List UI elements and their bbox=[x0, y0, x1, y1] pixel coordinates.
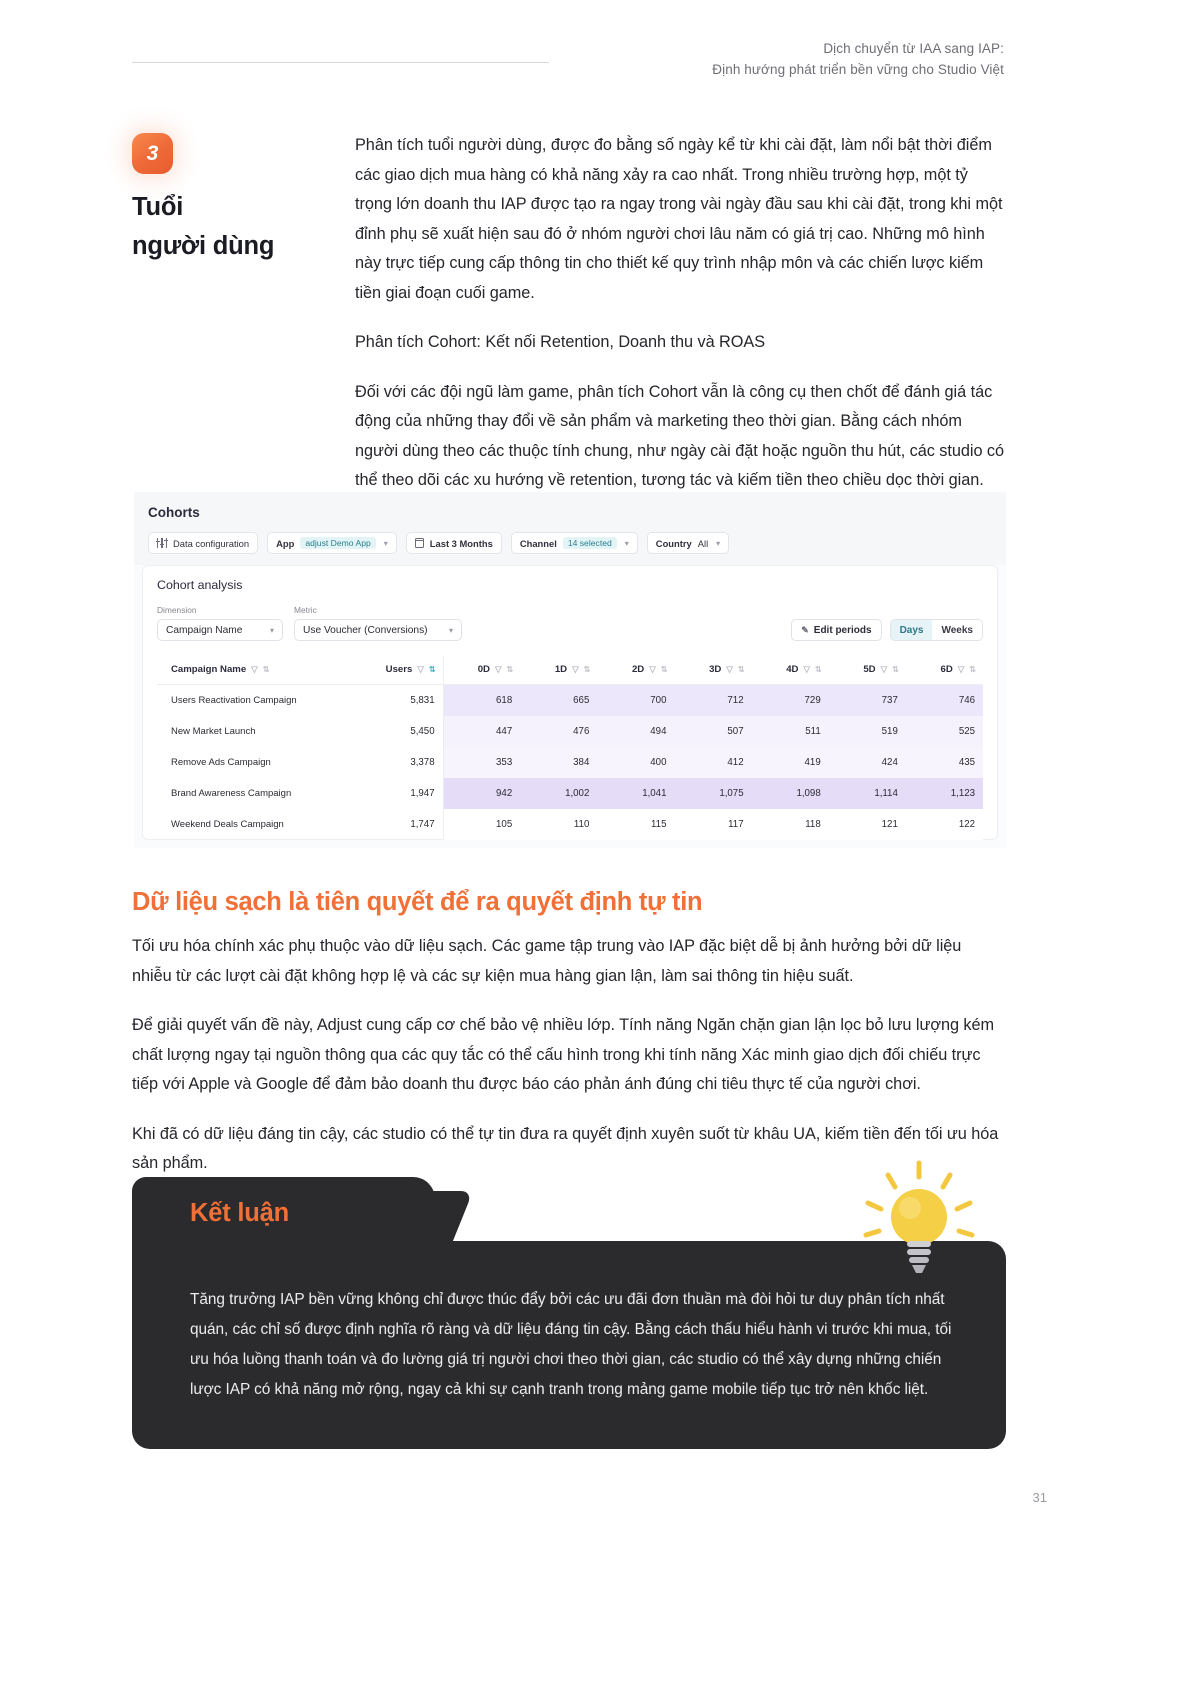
section-number: 3 bbox=[146, 141, 159, 165]
cell-day-2: 700 bbox=[597, 685, 674, 717]
column-header-6d[interactable] bbox=[906, 656, 983, 685]
sort-icon[interactable]: ⇅ bbox=[969, 665, 975, 674]
column-header-3d[interactable] bbox=[674, 656, 751, 685]
cell-day-3: 412 bbox=[674, 747, 751, 778]
cell-day-6: 746 bbox=[906, 685, 983, 717]
intro-copy bbox=[355, 131, 1006, 496]
header-rule bbox=[132, 62, 549, 63]
metric-label: Metric bbox=[294, 605, 317, 615]
column-header-label: Users bbox=[385, 664, 413, 675]
cell-day-2: 1,041 bbox=[597, 778, 674, 809]
cell-campaign-name: New Market Launch bbox=[171, 726, 256, 737]
running-header bbox=[584, 38, 1004, 80]
cohort-analysis-controls bbox=[157, 605, 983, 641]
channel-filter-label: Channel bbox=[519, 537, 557, 549]
cell-day-1: 1,002 bbox=[520, 778, 597, 809]
page-number: 31 bbox=[1032, 1490, 1047, 1505]
sliders-icon bbox=[157, 538, 167, 548]
clean-data-paragraph-3: Khi đã có dữ liệu đáng tin cậy, các studio có thể tự tin đưa ra quyết định xuyên suốt từ khâu UA, kiếm tiền đến tối ưu hóa sản phẩm. bbox=[132, 1124, 999, 1172]
column-header-label: 1D bbox=[554, 664, 568, 675]
cell-campaign-name: Weekend Deals Campaign bbox=[171, 819, 284, 830]
cell-day-0: 105 bbox=[443, 809, 520, 840]
cell-day-4: 1,098 bbox=[752, 778, 829, 809]
calendar-icon bbox=[415, 538, 424, 548]
country-filter[interactable] bbox=[647, 532, 729, 554]
column-header-label: Campaign Name bbox=[171, 664, 247, 675]
cell-campaign-name: Users Reactivation Campaign bbox=[171, 695, 297, 706]
sort-icon[interactable]: ⇅ bbox=[815, 665, 821, 674]
column-header-users[interactable] bbox=[348, 656, 443, 685]
data-configuration-button[interactable] bbox=[148, 532, 258, 554]
period-controls bbox=[791, 619, 983, 641]
cohorts-dashboard bbox=[134, 492, 1006, 848]
dashboard-toolbar bbox=[148, 532, 992, 554]
table-row[interactable] bbox=[157, 747, 983, 778]
header-line-1: Dịch chuyển từ IAA sang IAP: bbox=[823, 41, 1004, 56]
sort-icon[interactable]: ⇅ bbox=[506, 665, 513, 674]
section-title bbox=[132, 188, 347, 266]
cell-day-2: 400 bbox=[597, 747, 674, 778]
clean-data-paragraph-2: Để giải quyết vấn đề này, Adjust cung cấp cơ chế bảo vệ nhiều lớp. Tính năng Ngăn chặn gian lận lọc bỏ lưu lượng kém chất lượng ngay tại nguồn thông qua các quy tắc có thể cấu hình trong khi tính năng Xác minh giao dịch đối chiếu trực tiếp với Apple và Google để đảm bảo doanh thu được báo cáo phản ánh đúng chi tiêu thực tế của người chơi. bbox=[132, 1016, 995, 1093]
column-header-label: 2D bbox=[631, 664, 645, 675]
column-header-label: 4D bbox=[786, 664, 799, 675]
column-header-2d[interactable] bbox=[597, 656, 674, 685]
cell-users: 5,450 bbox=[348, 716, 443, 747]
dashboard-title: Cohorts bbox=[148, 505, 200, 520]
section-number-badge bbox=[132, 133, 173, 174]
column-header-1d[interactable] bbox=[520, 656, 597, 685]
selector-group bbox=[157, 605, 462, 641]
conclusion-text: Tăng trưởng IAP bền vững không chỉ được thúc đẩy bởi các ưu đãi đơn thuần mà đòi hỏi tư duy phân tích nhất quán, các chỉ số được định nghĩa rõ ràng và dữ liệu đáng tin cậy. Bằng cách thấu hiểu hành vi trước khi mua, tối ưu hóa luồng thanh toán và đo lường giá trị người chơi theo thời gian, các studio có thể xây dựng những chiến lược IAP có khả năng mở rộng, ngay cả khi sự cạnh tranh trong mảng game mobile tiếp tục trở nên khốc liệt. bbox=[190, 1291, 952, 1398]
sort-icon[interactable]: ⇅ bbox=[660, 665, 667, 674]
edit-periods-button[interactable] bbox=[791, 619, 881, 641]
table-row[interactable] bbox=[157, 685, 983, 717]
table-header-row bbox=[157, 656, 983, 685]
dimension-label: Dimension bbox=[157, 605, 197, 615]
cell-day-4: 118 bbox=[752, 809, 829, 840]
clean-data-heading: Dữ liệu sạch là tiên quyết để ra quyết định tự tin bbox=[132, 888, 703, 916]
cell-day-6: 435 bbox=[906, 747, 983, 778]
toggle-days[interactable]: Days bbox=[891, 620, 933, 640]
cohort-table bbox=[157, 656, 983, 840]
cell-day-5: 424 bbox=[829, 747, 906, 778]
cell-day-5: 737 bbox=[829, 685, 906, 717]
period-unit-toggle[interactable] bbox=[890, 619, 983, 641]
filter-icon[interactable]: ▽ bbox=[803, 664, 811, 674]
filter-icon[interactable]: ▽ bbox=[494, 664, 502, 674]
cell-day-4: 419 bbox=[752, 747, 829, 778]
header-line-2: Định hướng phát triển bền vững cho Studio Việt bbox=[712, 62, 1004, 77]
table-row[interactable] bbox=[157, 716, 983, 747]
data-configuration-label: Data configuration bbox=[173, 537, 250, 549]
cell-day-0: 353 bbox=[443, 747, 520, 778]
sort-icon[interactable]: ⇅ bbox=[737, 665, 744, 674]
cell-day-3: 712 bbox=[674, 685, 751, 717]
cohort-analysis-title: Cohort analysis bbox=[157, 578, 243, 592]
paragraph-cohort-lead: Phân tích Cohort: Kết nối Retention, Doanh thu và ROAS bbox=[355, 333, 766, 351]
lightbulb-icon bbox=[854, 1159, 984, 1289]
cell-users: 1,747 bbox=[348, 809, 443, 840]
cell-day-6: 525 bbox=[906, 716, 983, 747]
cell-day-5: 519 bbox=[829, 716, 906, 747]
column-header-4d[interactable] bbox=[752, 656, 829, 685]
cohort-table-head bbox=[157, 656, 983, 685]
cell-day-4: 729 bbox=[752, 685, 829, 717]
metric-value: Use Voucher (Conversions) bbox=[303, 624, 428, 636]
metric-selector-wrap bbox=[294, 605, 462, 641]
country-filter-value: All bbox=[697, 537, 709, 549]
column-header-label: 0D bbox=[477, 664, 490, 675]
cell-day-2: 494 bbox=[597, 716, 674, 747]
cell-campaign-name: Brand Awareness Campaign bbox=[171, 788, 292, 799]
cell-day-5: 1,114 bbox=[829, 778, 906, 809]
date-range-filter[interactable] bbox=[406, 532, 502, 554]
cell-users: 1,947 bbox=[348, 778, 443, 809]
conclusion-callout bbox=[132, 1177, 1006, 1449]
column-header-label: 6D bbox=[940, 664, 953, 675]
clean-data-paragraph-1: Tối ưu hóa chính xác phụ thuộc vào dữ liệu sạch. Các game tập trung vào IAP đặc biệt dễ bị ảnh hưởng bởi dữ liệu nhiễu từ các lượt cài đặt không hợp lệ và các sự kiện mua hàng gian lận, làm sai thông tin hiệu suất. bbox=[132, 937, 962, 985]
chevron-down-icon: ▾ bbox=[624, 538, 629, 548]
cell-day-0: 618 bbox=[443, 685, 520, 717]
column-header-0d[interactable] bbox=[443, 656, 520, 685]
filter-icon[interactable]: ▽ bbox=[251, 664, 258, 674]
paragraph-3: Đối với các đội ngũ làm game, phân tích Cohort vẫn là công cụ then chốt để đánh giá tác động của những thay đổi về sản phẩm và marketing theo thời gian. Bằng cách nhóm người dùng theo các thuộc tính chung, như ngày cài đặt hoặc nguồn thu hút, các studio có thể theo dõi các xu hướng về retention, tương tác và kiếm tiền theo chiều dọc thời gian. bbox=[355, 382, 1005, 489]
sort-icon[interactable]: ⇅ bbox=[892, 665, 898, 674]
edit-periods-label: Edit periods bbox=[813, 624, 872, 636]
column-header-campaign-name[interactable] bbox=[157, 656, 348, 685]
cell-users: 3,378 bbox=[348, 747, 443, 778]
column-header-5d[interactable] bbox=[829, 656, 906, 685]
cohort-table-body bbox=[157, 685, 983, 841]
country-filter-label: Country bbox=[655, 537, 692, 549]
cell-users: 5,831 bbox=[348, 685, 443, 717]
cell-day-1: 476 bbox=[520, 716, 597, 747]
filter-icon[interactable]: ▽ bbox=[880, 664, 888, 674]
sort-icon[interactable]: ⇅ bbox=[583, 665, 590, 674]
conclusion-title: Kết luận bbox=[190, 1199, 289, 1227]
cell-day-3: 507 bbox=[674, 716, 751, 747]
cell-day-0: 447 bbox=[443, 716, 520, 747]
cell-day-6: 1,123 bbox=[906, 778, 983, 809]
channel-filter-value: 14 selected bbox=[563, 537, 617, 549]
filter-icon[interactable]: ▽ bbox=[417, 664, 424, 674]
chevron-down-icon: ▾ bbox=[383, 538, 388, 548]
date-range-value: Last 3 Months bbox=[429, 537, 493, 549]
chevron-down-icon: ▾ bbox=[448, 625, 453, 635]
cell-day-4: 511 bbox=[752, 716, 829, 747]
toggle-weeks[interactable]: Weeks bbox=[932, 620, 982, 640]
sort-icon[interactable]: ⇅ bbox=[428, 665, 435, 674]
cell-day-0: 942 bbox=[443, 778, 520, 809]
column-header-label: 5D bbox=[863, 664, 876, 675]
cell-day-3: 117 bbox=[674, 809, 751, 840]
app-filter[interactable] bbox=[267, 532, 397, 554]
dashboard-topbar bbox=[134, 492, 1006, 565]
cell-day-3: 1,075 bbox=[674, 778, 751, 809]
column-header-label: 3D bbox=[709, 664, 722, 675]
dimension-selector-wrap bbox=[157, 605, 283, 641]
table-row[interactable] bbox=[157, 809, 983, 840]
chevron-down-icon: ▾ bbox=[716, 538, 721, 548]
cell-day-6: 122 bbox=[906, 809, 983, 840]
cell-day-1: 384 bbox=[520, 747, 597, 778]
filter-icon[interactable]: ▽ bbox=[572, 664, 579, 674]
chevron-down-icon: ▾ bbox=[269, 625, 274, 635]
filter-icon[interactable]: ▽ bbox=[957, 664, 965, 674]
pencil-icon: ✎ bbox=[801, 624, 809, 635]
app-filter-label: App bbox=[276, 537, 295, 549]
cell-day-5: 121 bbox=[829, 809, 906, 840]
dimension-select[interactable] bbox=[157, 619, 283, 641]
filter-icon[interactable]: ▽ bbox=[649, 664, 656, 674]
app-filter-value: adjust Demo App bbox=[300, 537, 375, 549]
table-row[interactable] bbox=[157, 778, 983, 809]
paragraph-1: Phân tích tuổi người dùng, được đo bằng số ngày kể từ khi cài đặt, làm nổi bật thời điểm các giao dịch mua hàng có khả năng xảy ra cao nhất. Trong nhiều trường hợp, một tỷ trọng lớn doanh thu IAP được tạo ra ngay trong vài ngày đầu sau khi cài đặt, trong khi một đỉnh phụ sẽ xuất hiện sau đó ở nhóm người chơi lâu năm có giá trị cao. Những mô hình này trực tiếp cung cấp thông tin cho thiết kế quy trình nhập môn và các chiến lược kiếm tiền giai đoạn cuối game. bbox=[355, 136, 1003, 302]
metric-select[interactable] bbox=[294, 619, 462, 641]
cell-day-1: 110 bbox=[520, 809, 597, 840]
channel-filter[interactable] bbox=[511, 532, 638, 554]
section-title-line-1: Tuổi bbox=[132, 193, 184, 221]
section-title-line-2: người dùng bbox=[132, 232, 275, 260]
cohort-analysis-panel bbox=[142, 565, 998, 840]
filter-icon[interactable]: ▽ bbox=[726, 664, 733, 674]
dimension-value: Campaign Name bbox=[166, 624, 243, 636]
cell-campaign-name: Remove Ads Campaign bbox=[171, 757, 271, 768]
sort-icon[interactable]: ⇅ bbox=[262, 665, 269, 674]
cell-day-1: 665 bbox=[520, 685, 597, 717]
cell-day-2: 115 bbox=[597, 809, 674, 840]
